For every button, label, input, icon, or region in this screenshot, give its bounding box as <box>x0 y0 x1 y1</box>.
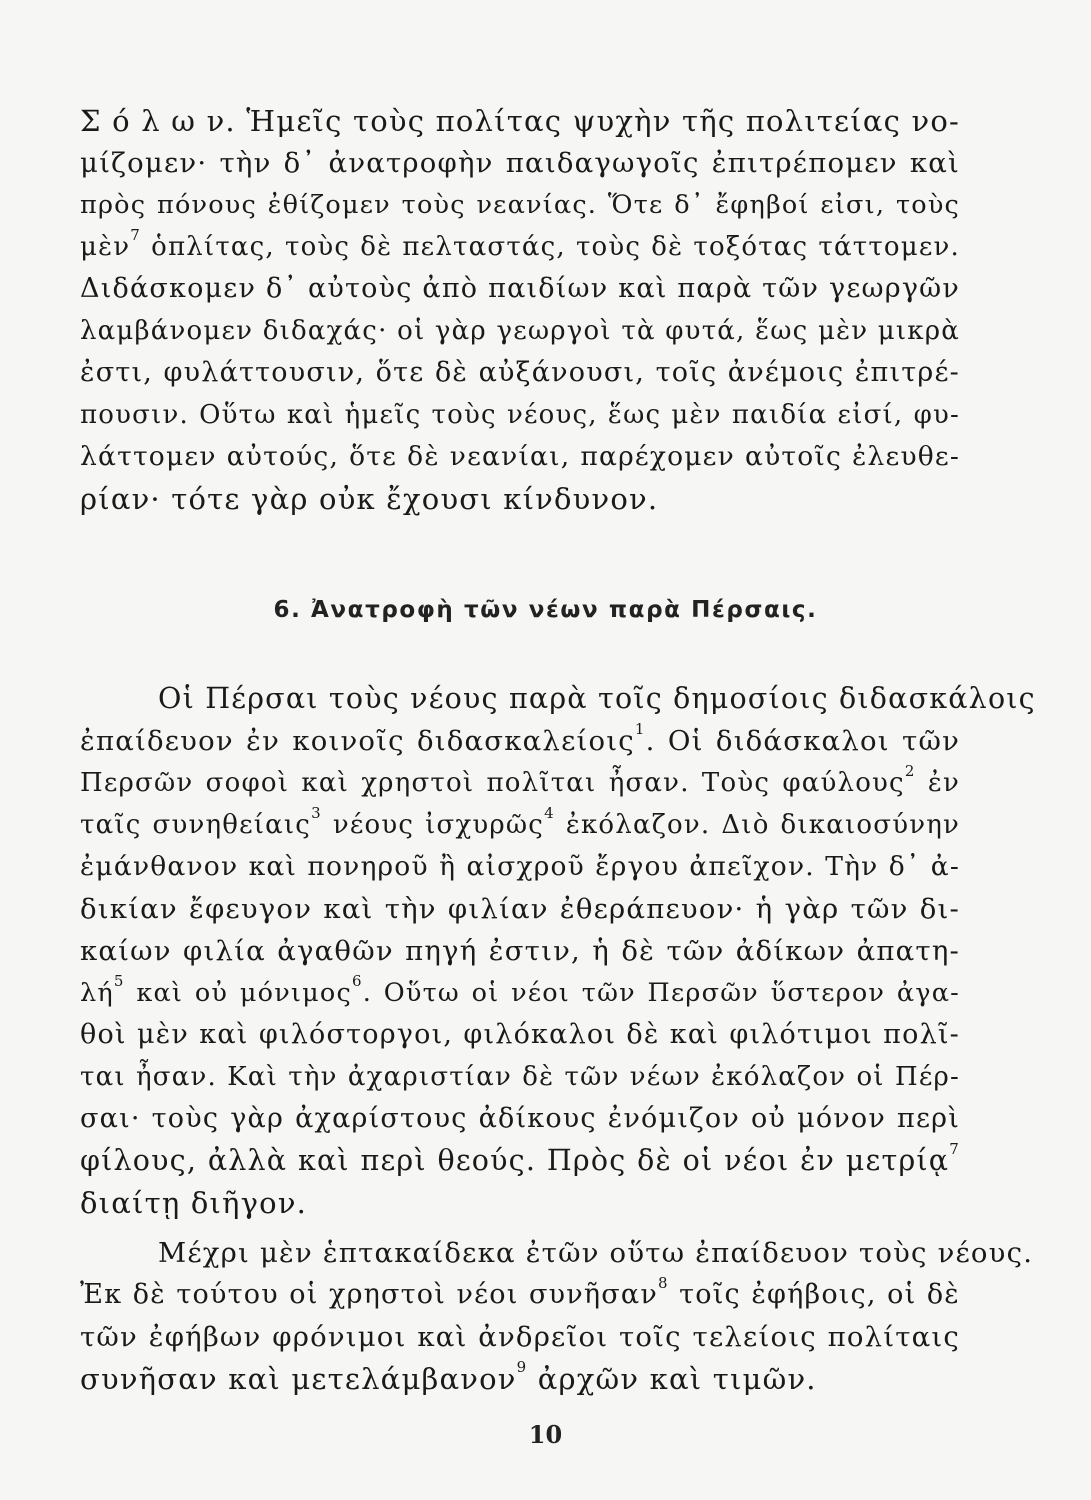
text-segment: συνῆσαν καὶ μετελάμβανον <box>80 1362 517 1396</box>
text-line: θοὶ μὲν καὶ φιλόστοργοι, φιλόκαλοι δὲ καὶ φιλότιμοι πολῖ- <box>80 1019 960 1050</box>
text-segment: μὲν <box>80 232 131 262</box>
text-line: μίζομεν· τὴν δ᾽ ἀνατροφὴν παιδαγωγοῖς ἐπιτρέπομεν καὶ <box>80 147 960 179</box>
text-line: Διδάσκομεν δ᾽ αὐτοὺς ἀπὸ παιδίων καὶ παρὰ τῶν γεωργῶν <box>80 273 960 304</box>
footnote-marker: 6 <box>351 972 363 990</box>
text-segment: . Οὕτω οἱ νέοι τῶν Περσῶν ὕστερον ἀγα- <box>362 978 960 1008</box>
footnote-marker: 3 <box>311 804 322 822</box>
text-line <box>80 1358 960 1400</box>
text-line: ἐστι, φυλάττουσιν, ὅτε δὲ αὐξάνουσι, τοῖς ἀνέμοις ἐπιτρέ- <box>80 357 960 388</box>
text-segment: ἐν <box>915 768 960 798</box>
text-line <box>80 720 960 762</box>
text-line: σαι· τοὺς γὰρ ἀχαρίστους ἀδίκους ἐνόμιζον οὐ μόνον περὶ <box>80 1103 960 1134</box>
text-line <box>80 762 960 804</box>
text-segment: ταῖς συνηθείαις <box>80 810 312 840</box>
footnote-marker: 9 <box>516 1358 528 1376</box>
text-line <box>80 804 960 846</box>
footnote-marker: 2 <box>904 762 916 780</box>
section-heading: 6. Ἀνατροφὴ τῶν νέων παρὰ Πέρσαις. <box>273 597 818 623</box>
ephebes-paragraph <box>80 1232 1034 1400</box>
text-line: ται ἦσαν. Καὶ τὴν ἀχαριστίαν δὲ τῶν νέων ἐκόλαζον οἱ Πέρ- <box>80 1062 960 1092</box>
text-segment: ἐπαίδευον ἐν κοινοῖς διδασκαλείοις <box>80 725 635 757</box>
text-segment: . Οἱ διδάσκαλοι τῶν <box>645 725 960 757</box>
text-line <box>80 1274 960 1316</box>
text-line <box>80 226 960 268</box>
text-line: λαμβάνομεν διδαχάς· οἱ γὰρ γεωργοὶ τὰ φυτά, ἕως μὲν μικρὰ <box>80 316 960 346</box>
footnote-marker: 8 <box>657 1274 669 1292</box>
text-line: πρὸς πόνους ἐθίζομεν τοὺς νεανίας. Ὅτε δ᾽ ἔφηβοί εἰσι, τοὺς <box>80 190 960 220</box>
text-segment: λή <box>80 978 114 1008</box>
text-line: Οἱ Πέρσαι τοὺς νέους παρὰ τοῖς δημοσίοις διδασκάλοις <box>158 682 1036 715</box>
text-segment: ὁπλίτας, τοὺς δὲ πελταστάς, τοὺς δὲ τοξότας τάττομεν. <box>141 232 960 262</box>
text-segment: Ἐκ δὲ τούτου οἱ χρηστοὶ νέοι συνῆσαν <box>80 1279 658 1310</box>
footnote-marker: 1 <box>634 720 646 738</box>
text-line: λάττομεν αὐτούς, ὅτε δὲ νεανίαι, παρέχομεν αὐτοῖς ἐλευθε- <box>80 441 960 472</box>
text-line: ἐμάνθανον καὶ πονηροῦ ἢ αἰσχροῦ ἔργου ἀπεῖχον. Τὴν δ᾽ ἀ- <box>80 851 960 882</box>
text-segment: Περσῶν σοφοὶ καὶ χρηστοὶ πολῖται ἦσαν. Τοὺς φαύλους <box>80 768 905 798</box>
text-segment: ἀρχῶν καὶ τιμῶν. <box>527 1362 817 1396</box>
text-segment: καὶ οὐ μόνιμος <box>124 978 352 1008</box>
text-line <box>80 972 960 1014</box>
text-line: πουσιν. Οὕτω καὶ ἡμεῖς τοὺς νέους, ἕως μὲν παιδία εἰσί, φυ- <box>80 400 960 430</box>
text-line: καίων φιλία ἀγαθῶν πηγή ἐστιν, ἡ δὲ τῶν ἀδίκων ἀπατη- <box>80 935 960 967</box>
text-segment: τοῖς ἐφήβοις, οἱ δὲ <box>668 1279 960 1310</box>
text-line: τῶν ἐφήβων φρόνιμοι καὶ ἀνδρεῖοι τοῖς τελείοις πολίταις <box>80 1321 960 1353</box>
page-number: 10 <box>528 1420 563 1449</box>
solon-paragraph <box>80 100 960 520</box>
footnote-marker: 4 <box>544 804 555 822</box>
text-segment: ἐκόλαζον. Διὸ δικαιοσύνην <box>554 810 960 840</box>
text-line: δικίαν ἔφευγον καὶ τὴν φιλίαν ἐθεράπευον· ἡ γὰρ τῶν δι- <box>80 893 960 925</box>
footnote-marker: 7 <box>949 1140 960 1158</box>
text-segment: νέους ἰσχυρῶς <box>321 810 545 840</box>
text-segment: φίλους, ἀλλὰ καὶ περὶ θεούς. Πρὸς δὲ οἱ νέοι ἐν μετρίᾳ <box>80 1144 950 1177</box>
text-line: Μέχρι μὲν ἑπτακαίδεκα ἐτῶν οὕτω ἐπαίδευον τοὺς νέους. <box>158 1237 1034 1269</box>
text-line: διαίτῃ διῆγον. <box>80 1186 308 1220</box>
text-line: ρίαν· τότε γὰρ οὐκ ἔχουσι κίνδυνον. <box>80 482 659 516</box>
footnote-marker: 5 <box>113 972 125 990</box>
text-line: Σ ό λ ω ν. Ἡμεῖς τοὺς πολίτας ψυχὴν τῆς πολιτείας νο- <box>80 104 960 138</box>
text-line <box>80 1140 960 1182</box>
footnote-marker: 7 <box>130 226 142 244</box>
persians-paragraph <box>80 678 1036 1224</box>
